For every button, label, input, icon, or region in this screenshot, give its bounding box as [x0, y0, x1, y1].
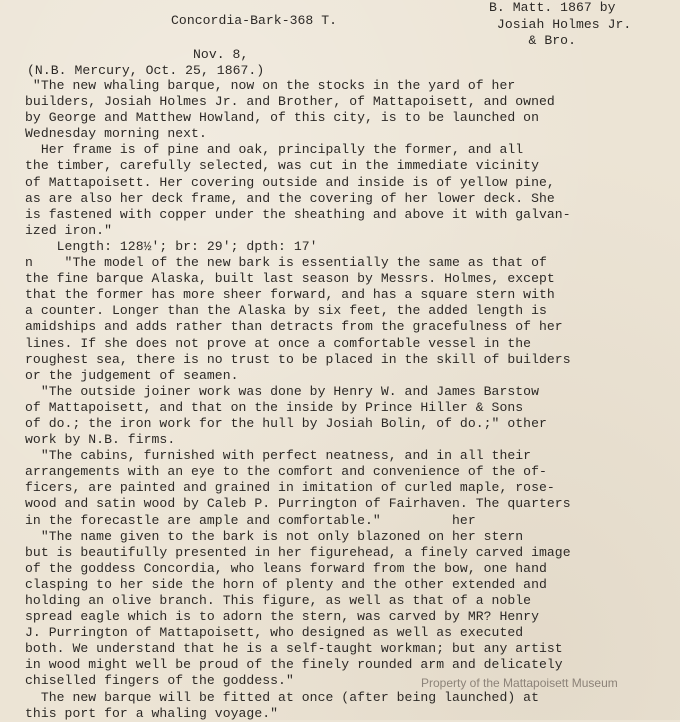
- document-title: Concordia-Bark-368 T.: [171, 13, 338, 28]
- date-line: Nov. 8,: [193, 47, 249, 62]
- museum-watermark: Property of the Mattapoisett Museum: [421, 676, 618, 690]
- source-citation: (N.B. Mercury, Oct. 25, 1867.): [27, 63, 265, 78]
- article-body: "The new whaling barque, now on the stocks in the yard of her builders, Josiah Holmes Jr. and Brother, of Mattapoisett, and owned by George and Matthew Howland, of this city, is to be launched on Wednesday morning next. Her frame is of pine and oak, principally the former, and all the timber, carefully selected, was cut in the immediate vicinity of Mattapoisett. Her covering outside and inside is of yellow pine, as are also her deck frame, and the covering of her lower deck. She is fastened with copper under the sheathing and above it with galvan- ized iron." Length: 128½'; br: 29'; dpth: 17' n "The model of the new bark is essentially the same as that of the fine barque Alaska, built last season by Messrs. Holmes, except that the former has more sheer forward, and has a square stern with a counter. Longer than the Alaska by six feet, the added length is amidships and adds rather than detracts from the gracefulness of her lines. If she does not prove at once a comfortable vessel in the roughest sea, there is no trust to be placed in the skill of builders or the judgement of seamen. "The outside joiner work was done by Henry W. and James Barstow of Mattapoisett, and that on the inside by Prince Hiller & Sons of do.; the iron work for the hull by Josiah Bolin, of do.;" other work by N.B. firms. "The cabins, furnished with perfect neatness, and in all their arrangements with an eye to the comfort and convenience of the of- ficers, are painted and grained in imitation of curled maple, rose- wood and satin wood by Caleb P. Purrington of Fairhaven. The quarters in the forecastle are ample and comfortable." her "The name given to the bark is not only blazoned on her stern but is beautifully presented in her figurehead, a finely carved image of the goddess Concordia, who leans forward from the bow, one hand clasping to her side the horn of plenty and the other extended and holding an olive branch. This figure, as well as that of a noble spread eagle which is to adorn the stern, was carved by MR? Henry J. Purrington of Mattapoisett, who designed as well as executed both. We understand that he is a self-taught workman; but any artist in wood might well be proud of the finely rounded arm and delicately chiselled fingers of the goddess." The new barque will be fitted at once (after being launched) at this port for a whaling voyage.": [25, 78, 571, 721]
- builder-note: B. Matt. 1867 by Josiah Holmes Jr. & Bro.: [489, 0, 632, 48]
